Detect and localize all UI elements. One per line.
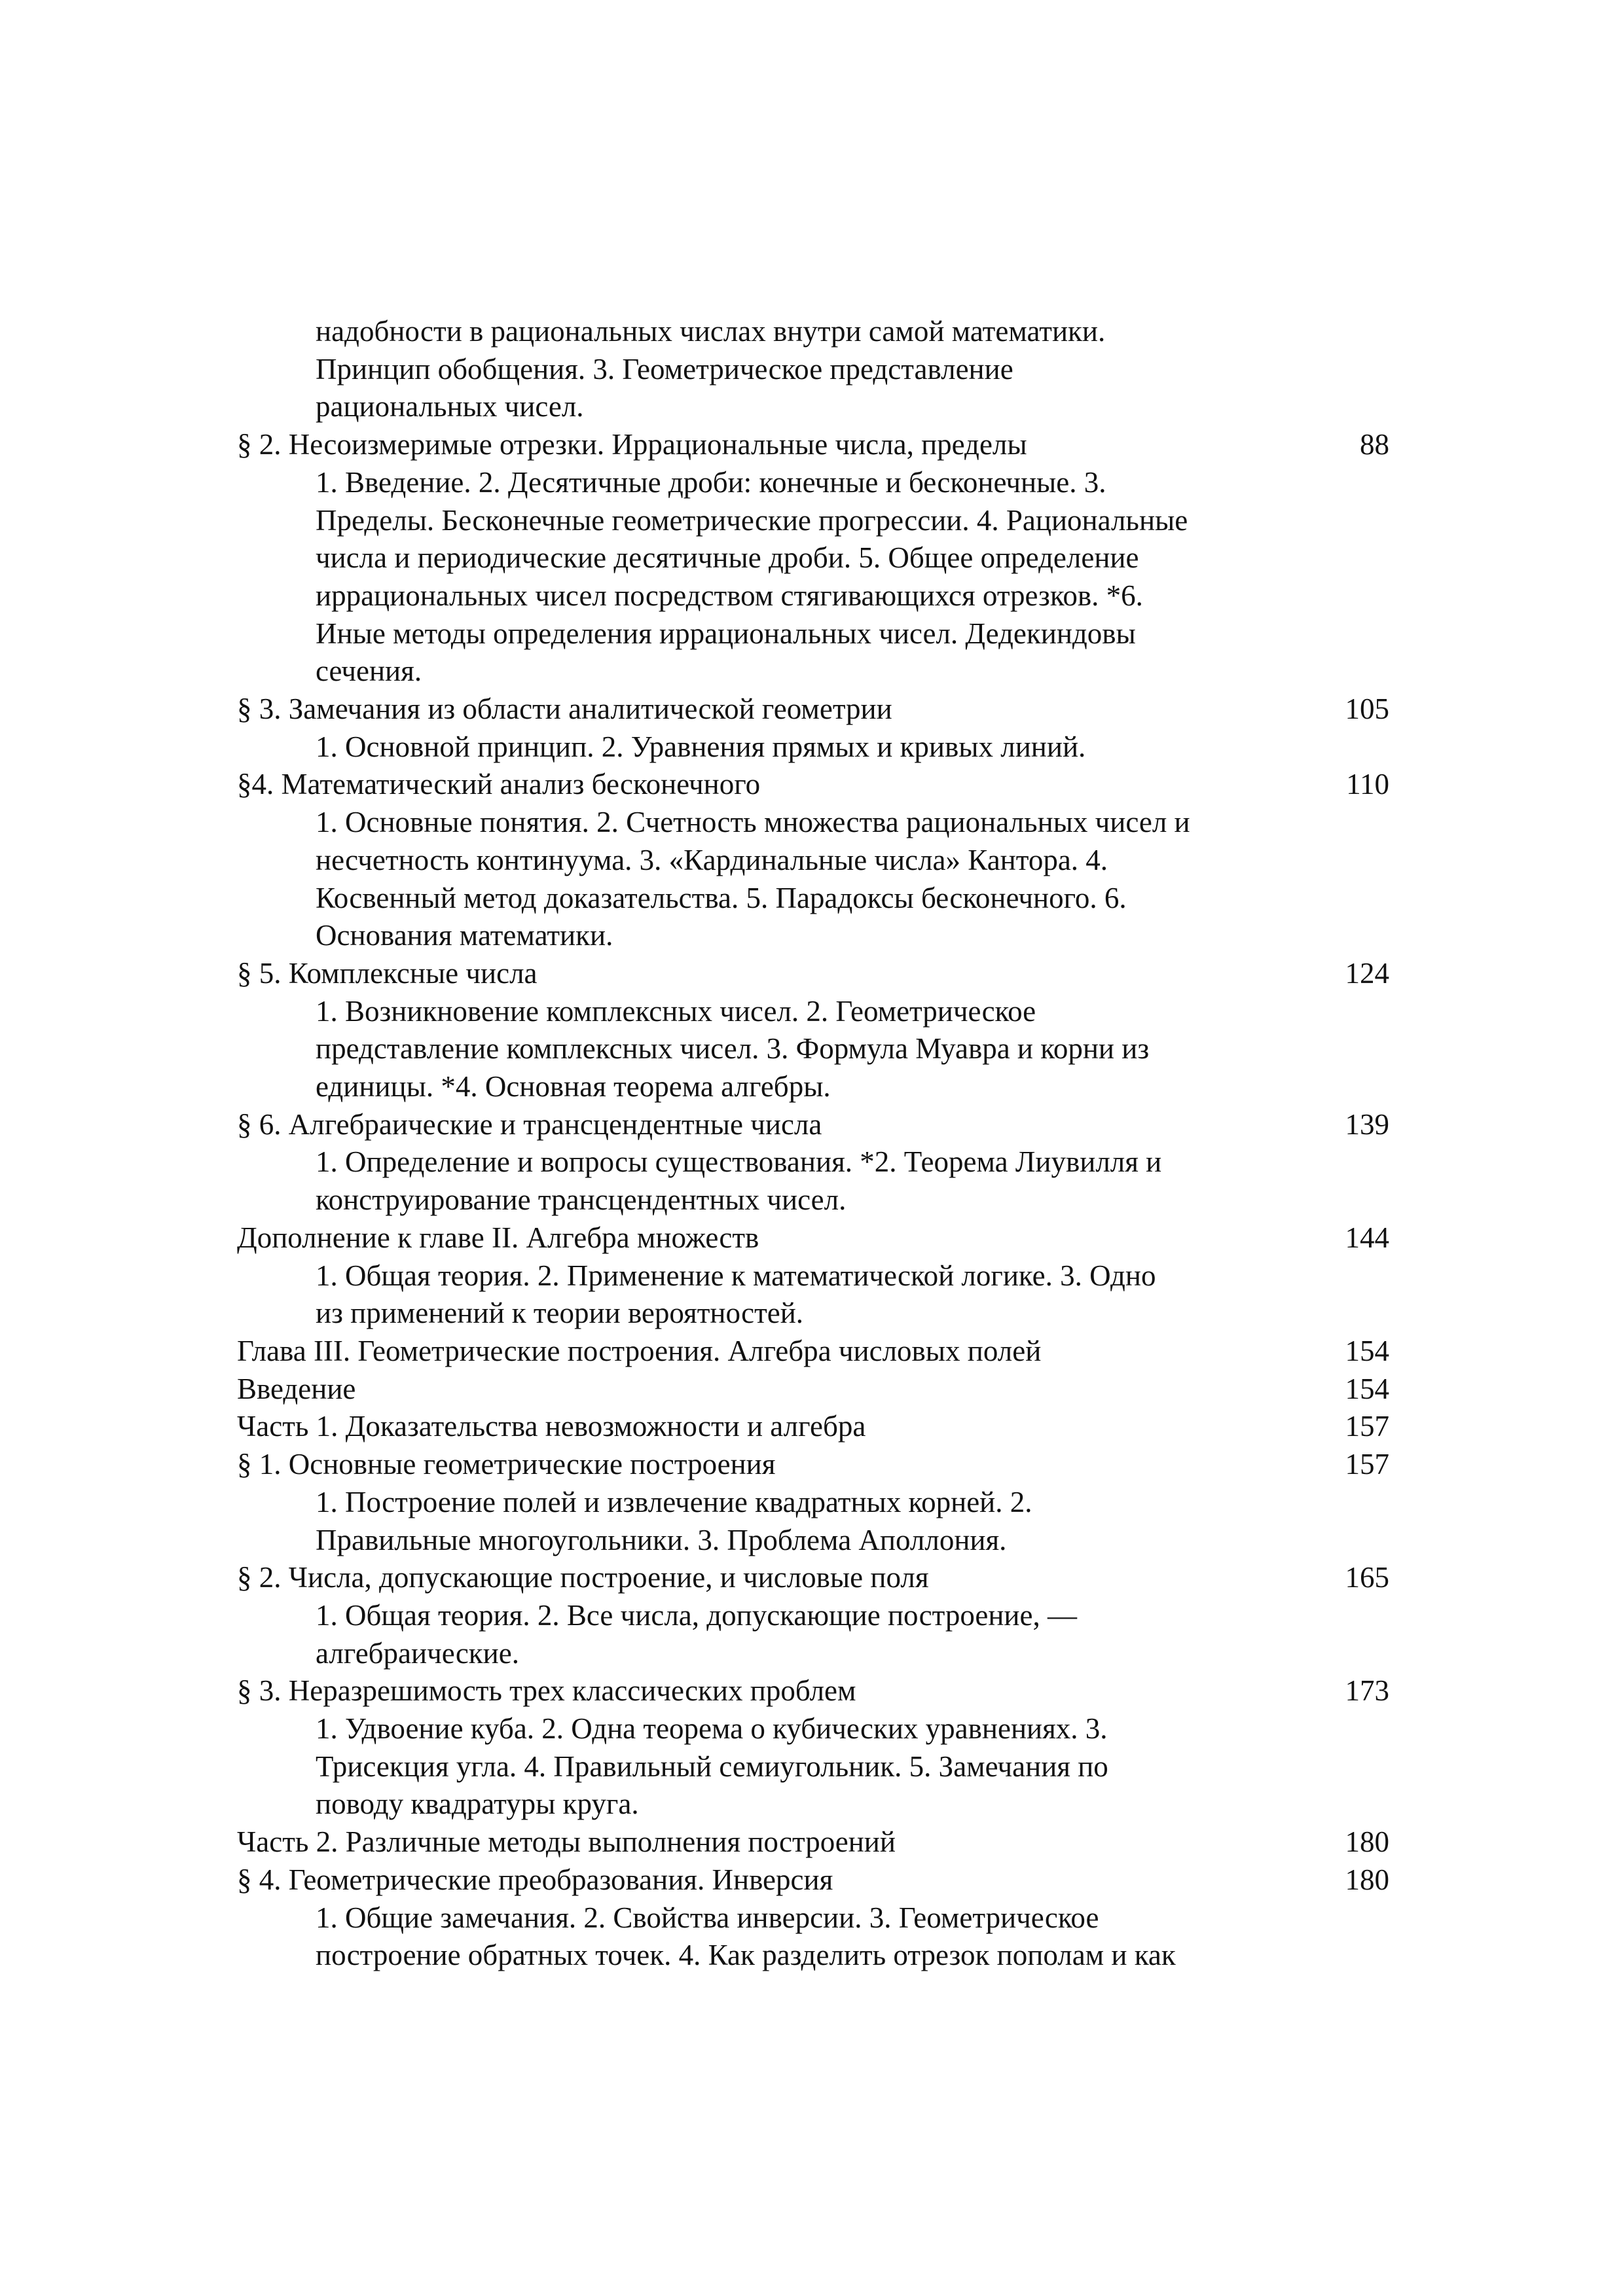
toc-entry-line: [237, 1106, 1389, 1144]
toc-subsection-line: [237, 351, 1389, 389]
toc-subsection-text: Основания математики.: [316, 919, 613, 952]
toc-subsection-text: Трисекция угла. 4. Правильный семиугольник. 5. Замечания по: [316, 1749, 1108, 1783]
toc-subsection-line: [237, 1484, 1389, 1522]
toc-entry: [237, 766, 1389, 804]
toc-subsection-text: 1. Удвоение куба. 2. Одна теорема о кубических уравнениях. 3.: [316, 1712, 1108, 1746]
toc-entry-title: § 3. Неразрешимость трех классических проблем: [237, 1674, 856, 1708]
toc-entry-title: §4. Математический анализ бесконечного: [237, 768, 761, 801]
toc-subsection-line: [237, 653, 1389, 691]
toc-subsection-line: [237, 1710, 1389, 1748]
toc-subsection-line: [237, 1143, 1389, 1181]
toc-subsection-line: [237, 615, 1389, 653]
toc-entry-line: [237, 955, 1389, 993]
toc-subsection-list: [237, 1484, 1389, 1559]
toc-page-number: 154: [1345, 1334, 1389, 1367]
toc-entry: [237, 1219, 1389, 1257]
toc-subsection-text: 1. Построение полей и извлечение квадратных корней. 2.: [316, 1485, 1032, 1518]
toc-subsection-line: [237, 993, 1389, 1031]
toc-entry: [237, 1408, 1389, 1446]
toc-subsection-text: конструирование трансцендентных чисел.: [316, 1183, 847, 1217]
toc-subsection-text: 1. Общие замечания. 2. Свойства инверсии. 3. Геометрическое: [316, 1901, 1099, 1934]
toc-page-number: 105: [1345, 692, 1389, 726]
toc-page-number: 144: [1345, 1221, 1389, 1254]
toc-page-number: 139: [1345, 1107, 1389, 1141]
toc-subsection-text: 1. Введение. 2. Десятичные дроби: конечные и бесконечные. 3.: [316, 465, 1106, 499]
toc-entry: [237, 691, 1389, 728]
toc-subsection-line: [237, 1899, 1389, 1937]
toc-entry: [237, 1559, 1389, 1597]
toc-subsection-line: [237, 464, 1389, 502]
toc-entry-line: [237, 1333, 1389, 1371]
toc-subsection-line: [237, 1030, 1389, 1068]
toc-subsection-text: несчетность континуума. 3. «Кардинальные числа» Кантора. 4.: [316, 843, 1108, 876]
toc-page-number: 180: [1345, 1825, 1389, 1859]
toc-entry-line: [237, 691, 1389, 728]
toc-entry: [237, 1106, 1389, 1144]
toc-page-number: 124: [1345, 956, 1389, 990]
toc-subsection-list: [237, 464, 1389, 691]
toc-subsection-list: [237, 728, 1389, 766]
toc-page-number: 173: [1345, 1674, 1389, 1708]
toc-entry-title: § 5. Комплексные числа: [237, 956, 538, 990]
toc-entry-title: § 6. Алгебраические и трансцендентные числа: [237, 1107, 822, 1141]
toc-entry: [237, 1371, 1389, 1408]
toc-entry-line: [237, 1823, 1389, 1861]
toc-subsection-list: [237, 804, 1389, 955]
toc-page-number: 154: [1345, 1372, 1389, 1405]
toc-subsection-text: Правильные многоугольники. 3. Проблема Аполлония.: [316, 1523, 1007, 1556]
toc-subsection-line: [237, 388, 1389, 426]
toc-entry: [237, 1333, 1389, 1371]
toc-subsection-text: поводу квадратуры круга.: [316, 1787, 639, 1821]
toc-entry: [237, 1672, 1389, 1710]
toc-entry-title: Глава III. Геометрические построения. Алгебра числовых полей: [237, 1334, 1042, 1367]
toc-entry: [237, 955, 1389, 993]
toc-entry-title: § 4. Геометрические преобразования. Инверсия: [237, 1863, 833, 1896]
toc-subsection-text: алгебраические.: [316, 1636, 519, 1670]
toc-subsection-text: Иные методы определения иррациональных чисел. Дедекиндовы: [316, 617, 1136, 650]
toc-entry: [237, 1823, 1389, 1861]
toc-subsection-text: представление комплексных чисел. 3. Формула Муавра и корни из: [316, 1032, 1150, 1066]
toc-subsection-line: [237, 842, 1389, 880]
toc-subsection-text: 1. Общая теория. 2. Все числа, допускающие построение, —: [316, 1598, 1077, 1632]
toc-subsection-line: [237, 1181, 1389, 1219]
toc-subsection-line: [237, 1785, 1389, 1823]
toc-subsection-text: 1. Общая теория. 2. Применение к математической логике. 3. Одно: [316, 1259, 1156, 1292]
toc-entry-title: § 2. Числа, допускающие построение, и числовые поля: [237, 1561, 929, 1594]
toc-page-number: 88: [1360, 428, 1389, 461]
toc-subsection-text: 1. Возникновение комплексных чисел. 2. Геометрическое: [316, 994, 1036, 1028]
toc-entry-line: [237, 1219, 1389, 1257]
toc-subsection-line: [237, 1257, 1389, 1295]
toc-entry-line: [237, 766, 1389, 804]
toc-entry-line: [237, 1672, 1389, 1710]
toc-subsection-text: построение обратных точек. 4. Как разделить отрезок пополам и как: [316, 1939, 1176, 1972]
toc-subsection-list: [237, 993, 1389, 1106]
toc-subsection-list: [237, 1710, 1389, 1823]
toc-entry-title: Введение: [237, 1372, 356, 1405]
toc-subsection-line: [237, 917, 1389, 955]
toc-subsection-text: рациональных чисел.: [316, 390, 584, 423]
toc-page-number: 157: [1345, 1448, 1389, 1481]
toc-entry-title: Дополнение к главе II. Алгебра множеств: [237, 1221, 759, 1254]
toc-subsection-line: [237, 313, 1389, 351]
toc-subsection-list: [237, 1143, 1389, 1219]
toc-subsection-line: [237, 1597, 1389, 1635]
toc-entry-line: [237, 1861, 1389, 1899]
table-of-contents: [237, 313, 1389, 1975]
toc-subsection-list: [237, 313, 1389, 426]
toc-subsection-line: [237, 1937, 1389, 1975]
toc-subsection-text: 1. Определение и вопросы существования. *2. Теорема Лиувилля и: [316, 1145, 1162, 1179]
toc-subsection-line: [237, 539, 1389, 577]
toc-entry-title: § 1. Основные геометрические построения: [237, 1448, 776, 1481]
toc-subsection-line: [237, 1295, 1389, 1333]
toc-subsection-text: из применений к теории вероятностей.: [316, 1297, 804, 1330]
toc-subsection-text: единицы. *4. Основная теорема алгебры.: [316, 1070, 831, 1103]
toc-subsection-list: [237, 1899, 1389, 1975]
toc-page-number: 180: [1345, 1863, 1389, 1896]
toc-subsection-line: [237, 1748, 1389, 1786]
toc-subsection-text: сечения.: [316, 655, 422, 688]
toc-page-number: 157: [1345, 1410, 1389, 1443]
toc-entry: [237, 426, 1389, 464]
toc-entry-title: Часть 2. Различные методы выполнения построений: [237, 1825, 896, 1859]
toc-subsection-text: надобности в рациональных числах внутри самой математики.: [316, 315, 1106, 348]
toc-subsection-line: [237, 728, 1389, 766]
toc-subsection-text: Пределы. Бесконечные геометрические прогрессии. 4. Рациональные: [316, 503, 1188, 537]
toc-entry: [237, 1446, 1389, 1484]
toc-entry-line: [237, 1371, 1389, 1408]
toc-entry-line: [237, 1559, 1389, 1597]
toc-subsection-line: [237, 1635, 1389, 1673]
toc-subsection-text: Косвенный метод доказательства. 5. Парадоксы бесконечного. 6.: [316, 881, 1127, 914]
toc-subsection-line: [237, 1522, 1389, 1560]
toc-subsection-list: [237, 1597, 1389, 1672]
toc-subsection-text: иррациональных чисел посредством стягивающихся отрезков. *6.: [316, 579, 1143, 612]
toc-subsection-line: [237, 577, 1389, 615]
toc-subsection-text: 1. Основные понятия. 2. Счетность множества рациональных чисел и: [316, 806, 1190, 839]
toc-entry-title: § 2. Несоизмеримые отрезки. Иррациональные числа, пределы: [237, 428, 1027, 461]
toc-subsection-text: Принцип обобщения. 3. Геометрическое представление: [316, 352, 1013, 386]
toc-subsection-list: [237, 1257, 1389, 1333]
toc-subsection-line: [237, 502, 1389, 540]
toc-subsection-text: числа и периодические десятичные дроби. 5. Общее определение: [316, 541, 1139, 575]
toc-page-number: 110: [1346, 768, 1389, 801]
toc-entry-title: Часть 1. Доказательства невозможности и алгебра: [237, 1410, 866, 1443]
toc-entry-line: [237, 1446, 1389, 1484]
toc-subsection-line: [237, 804, 1389, 842]
toc-entry-line: [237, 426, 1389, 464]
toc-entry: [237, 1861, 1389, 1899]
toc-page-number: 165: [1345, 1561, 1389, 1594]
toc-subsection-text: 1. Основной принцип. 2. Уравнения прямых и кривых линий.: [316, 730, 1086, 763]
toc-entry-title: § 3. Замечания из области аналитической геометрии: [237, 692, 892, 726]
toc-subsection-line: [237, 880, 1389, 918]
toc-entry-line: [237, 1408, 1389, 1446]
toc-subsection-line: [237, 1068, 1389, 1106]
